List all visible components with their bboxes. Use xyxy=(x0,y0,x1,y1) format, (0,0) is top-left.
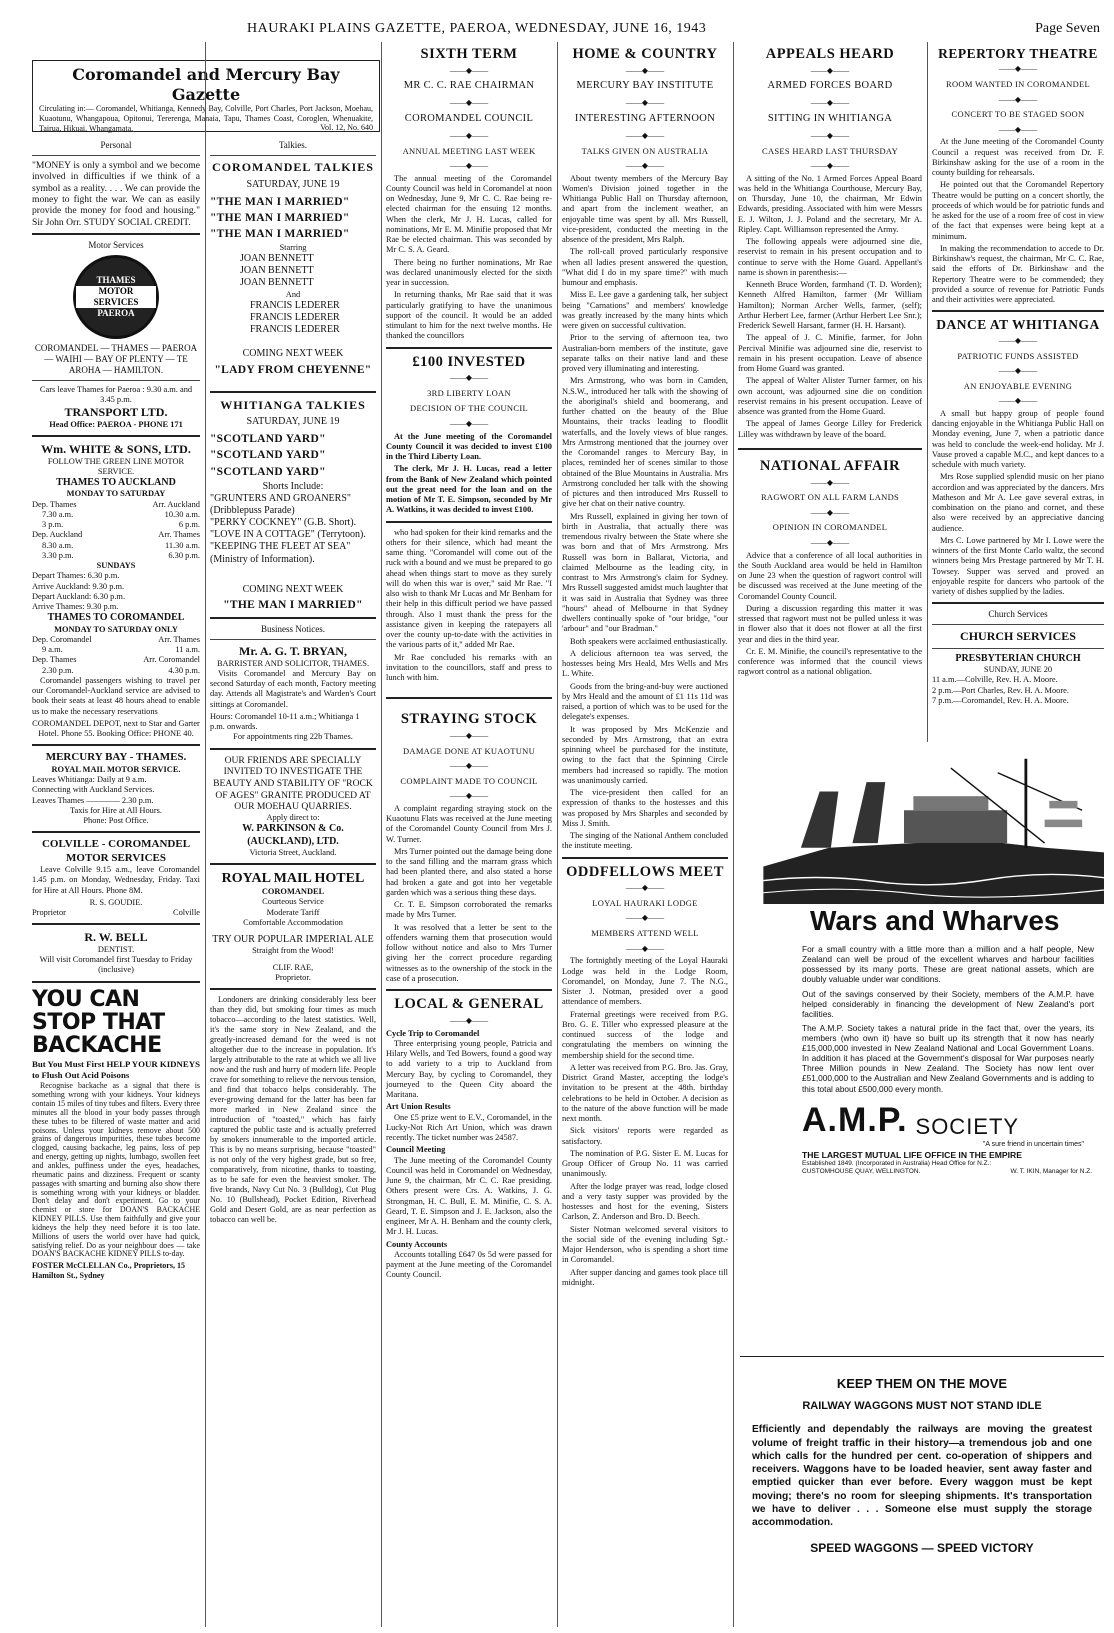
subhead: MEMBERS ATTEND WELL xyxy=(591,928,699,939)
ornament xyxy=(562,161,728,171)
subhead: MERCURY BAY INSTITUTE xyxy=(576,80,714,92)
paragraph: A small but happy group of people found dancing enjoyable in the Whitianga Public Hall on Monday evening, June 7, when a patriotic dance was held to conclude the week-end holiday. Mr J. Vause proved a capable M.C., and kept dances to a schedule with much variety. xyxy=(932,408,1104,470)
coro-talkies: COROMANDEL TALKIES xyxy=(212,159,374,174)
depot: COROMANDEL DEPOT, next to Star and Garter Hotel. Phone 55. Booking Office: PHONE 40. xyxy=(32,718,200,739)
film-title: "THE MAN I MARRIED" xyxy=(210,227,350,240)
straight-wood: Straight from the Wood! xyxy=(252,946,334,956)
mon-sat-only: MONDAY TO SATURDAY ONLY xyxy=(54,624,178,634)
subhead: COMPLAINT MADE TO COUNCIL xyxy=(400,775,538,786)
paragraph: Cr. T. E. Simpson corroborated the remarks made by Mrs Turner. xyxy=(386,900,552,920)
amp-body xyxy=(740,944,1104,1094)
paragraph: The June meeting of the Coromandel County Council was held in Coromandel on Wednesday, June 9, the chairman, Mr C. C. Rae presiding. Others present were Crs. A. Watkins, J. G. Strongman, H. C. Bull, E. M. Minifie, C. S. A. Geard, T. E. Simpson and J. E. Jackson, also the engineer, Mr A. H. Benham and the county clerk, Mr J. H. Lucas. xyxy=(386,1155,552,1237)
gazette-circulation: Circulating in:— Coromandel, Whitianga, Kennedy Bay, Colville, Port Charles, Port Jackson, Moehau, Kuaotunu, Whangapoua, Opitonui, Tererenga, Manaia, Tapu, Thames Coast, Coroglen, Whenuakite, Tairua, Hikuai, Whangamata. xyxy=(39,104,373,133)
subhead: DECISION OF THE COUNCIL xyxy=(410,403,528,414)
star-name: JOAN BENNETT xyxy=(240,253,314,265)
coming-next: COMING NEXT WEEK xyxy=(242,348,344,360)
paragraph: Goods from the bring-and-buy were auctioned by Mrs Heald and the amount of £1 11s 11d was raised, a portion of which was to be used for the delegate's expenses. xyxy=(562,681,728,722)
gazette-banner xyxy=(32,60,380,132)
timetable-2 xyxy=(32,635,200,676)
hotel-line: Moderate Tariff xyxy=(266,907,320,917)
star-name: FRANCIS LEDERER xyxy=(250,312,340,324)
tt-cell: Dep. Coromandel xyxy=(32,634,92,644)
ornament xyxy=(386,66,552,76)
subhead: COROMANDEL COUNCIL xyxy=(404,112,534,124)
paragraph: Prior to the serving of afternoon tea, two Australian-born members of the institute, gave separate talks on their native land and these proved very illuminating and interesting. xyxy=(562,333,728,374)
paragraph: Cr. E. M. Minifie, the council's representative to the conference was informed that the council views ragwort control as a national obligation. xyxy=(738,646,922,677)
paragraph: The appeal of Walter Alister Turner farmer, on his own account, was adjourned sine die on condition reservist remains in his present occupation. Leave of absence was granted from the Home Guard. xyxy=(738,376,922,417)
running-header xyxy=(32,18,1104,40)
ornament xyxy=(738,161,922,171)
granite-ad: OUR FRIENDS ARE SPECIALLY INVITED TO INVESTIGATE THE BEAUTY AND STABILITY OF "ROCK OF AGES" GRANITE PRODUCED AT OUR MOEHAU QUARRIES. xyxy=(213,754,373,813)
tt-cell: 3.30 p.m. xyxy=(42,550,74,560)
talkies-label: Talkies. xyxy=(278,140,308,150)
ornament xyxy=(386,131,552,141)
mb-line: Leaves Whitianga: Daily at 9 a.m. xyxy=(32,775,147,784)
subhead: CONCERT TO BE STAGED SOON xyxy=(951,109,1085,120)
film-title: "SCOTLAND YARD" xyxy=(210,449,326,462)
bell-text: Will visit Coromandel first Tuesday to Friday (inclusive) xyxy=(39,955,193,975)
ornament xyxy=(738,98,922,108)
ornament xyxy=(932,125,1104,135)
white-sons: Wm. WHITE & SONS, LTD. xyxy=(41,442,191,457)
paragraph: The roll-call proved particularly responsive when all ladies present answered the question, "What did I do in my spare time?" with much humour and emphasis. xyxy=(562,247,728,288)
amp-est: Established 1849. (Incorporated in Australia) Head Office for N.Z.: xyxy=(802,1160,992,1168)
tt-cell: Dep. Auckland xyxy=(32,530,83,540)
coro-date: SATURDAY, JUNE 19 xyxy=(246,178,340,190)
paragraph: Sister Notman welcomed several visitors to the social side of the evening including Sgt.-Major Henderson, who is spending a short time in Coromandel. xyxy=(562,1224,728,1265)
tt-cell: 3 p.m. xyxy=(42,520,64,530)
apply-direct: Apply direct to: xyxy=(266,813,320,823)
shorts-label: Shorts Include: xyxy=(262,480,324,492)
logo-line: PAEROA xyxy=(97,307,135,318)
star-name: FRANCIS LEDERER xyxy=(250,324,340,336)
paragraph: Sick visitors' reports were regarded as satisfactory. xyxy=(562,1126,728,1146)
paragraph: After the lodge prayer was read, lodge closed and a very tasty supper was provided by the hostesses and host for the evening, Sisters Carlson, Z. Anderson and Bro. D. Beech. xyxy=(562,1181,728,1222)
page-number: Page Seven xyxy=(1035,21,1100,36)
amp-society: SOCIETY xyxy=(915,1114,1020,1140)
paragraph: The clerk, Mr J. H. Lucas, read a letter from the Bank of New Zealand which pointed out the great need for the loan and on the motion of Mr T. E. Simpson, seconded by Mr A. Watkins, it was decided to invest £100. xyxy=(386,464,552,515)
paragraph: In making the recommendation to accede to Dr. Birkinshaw's request, the chairman, Mr C. C. Rae, said the efforts of Dr. Birkinshaw and the Repertory Theatre were to be commended; they provided a source of revenue for Patriotic Funds and their activities were appreciated. xyxy=(932,243,1104,305)
film-title: "THE MAN I MARRIED" xyxy=(210,195,350,208)
subhead: MR C. C. RAE CHAIRMAN xyxy=(403,80,535,92)
paragraph: In returning thanks, Mr Rae said that it was particularly gratifying to have the unanimous support of the council. It would be an added stimulant to him for the next twelve months. He thanked the councillors xyxy=(386,290,552,341)
head-office: Head Office: PAEROA - PHONE 171 xyxy=(49,419,183,429)
service-line: 2 p.m.—Port Charles, Rev. H. A. Moore. xyxy=(932,685,1069,695)
headline: ODDFELLOWS MEET xyxy=(566,863,724,880)
paragraph: Accounts totalling £647 0s 5d were passed for payment at the June meeting of the Coromandel County Council. xyxy=(386,1249,552,1280)
subhead: ARMED FORCES BOARD xyxy=(767,80,893,92)
goudie: R. S. GOUDIE. xyxy=(89,897,143,907)
tt-cell: 7.30 a.m. xyxy=(42,509,74,519)
mb-line: Leaves Thames ———— 2.30 p.m. xyxy=(32,795,154,805)
headline: STRAYING STOCK xyxy=(400,711,538,728)
paragraph: Advice that a conference of all local authorities in the South Auckland area would be held in Hamilton on June 23 when the question of ragwort control will be discussed was received at the June meeting of the Coromandel County Council. xyxy=(738,550,922,601)
mb-line: Phone: Post Office. xyxy=(83,816,149,825)
paragraph: One £5 prize went to E.V., Coromandel, in the Lucky-Not Rich Art Union, which was drawn recently. The ticket number was 24587. xyxy=(386,1112,552,1143)
subhead: SITTING IN WHITIANGA xyxy=(767,112,893,124)
column-5 xyxy=(738,42,922,742)
sundays: SUNDAYS xyxy=(96,561,136,571)
royal-mail-service: ROYAL MAIL MOTOR SERVICE. xyxy=(51,764,181,774)
route: COROMANDEL — THAMES — PAEROA — WAIHI — BAY OF PLENTY — TE AROHA — HAMILTON. xyxy=(34,342,198,375)
backache-text: Recognise backache as a signal that there is something wrong with your kidneys. Your kidneys contain 15 miles of tiny tubes and filters. Every three minutes all the blood in your body passes through these tubes to be filtered of waste matter and acid poisons. Unless your kidneys remove about 500 grains of dangerous impurities, these tubes become clogged, causing backache, leg pains, loss of pep and energy, getting up nights, lumbago, swollen feet and ankles, puffiness under the eyes, headaches, rheumatic pains and dizziness. Frequent or scanty passages with smarting and burning also show there is something wrong with your kidneys or bladder. Don't delay and don't experiment. Go to your chemist or store for DOAN'S BACKACHE KIDNEY PILLS. Use them faithfully and give your kidneys the help they need before it is too late. Millions of users the world over have had quick, satisfying relief. Do as your neighbour does — take DOAN'S BACKACHE KIDNEY PILLS to-day. xyxy=(32,1081,200,1259)
hotel-name: ROYAL MAIL HOTEL xyxy=(221,871,365,887)
film-title: "THE MAN I MARRIED" xyxy=(210,211,350,224)
backache-sub: But You Must First HELP YOUR KIDNEYS to Flush Out Acid Poisons xyxy=(32,1058,200,1080)
headline: NATIONAL AFFAIR xyxy=(759,457,901,474)
ornament xyxy=(738,478,922,488)
hotel-line: Courteous Service xyxy=(262,897,324,907)
paragraph: The appeal of James George Lilley for Frederick Lilley was withdrawn by leave of the board. xyxy=(738,419,922,439)
short-item: "LOVE IN A COTTAGE" (Terrytoon). xyxy=(210,529,366,541)
bryan-appt: For appointments ring 22b Thames. xyxy=(233,732,353,742)
headline: REPERTORY THEATRE xyxy=(938,46,1098,61)
paragraph: Both speakers were acclaimed enthusiastically. xyxy=(570,636,728,646)
star-name: FRANCIS LEDERER xyxy=(250,299,340,311)
paragraph: A complaint regarding straying stock on the Kuaotunu Flats was received at the June meeting of the Coromandel County Council from Mrs J. W. Turner. xyxy=(386,803,552,844)
tt-cell: Arr. Auckland xyxy=(152,499,200,509)
dentist-label: DENTIST. xyxy=(97,944,135,954)
paragraph: Mrs Turner pointed out the damage being done to the sand filling and the marram grass which had been planted there, and also stated a horse had broken a gate and got into her vegetable garden which was a serious thing these days. xyxy=(386,846,552,897)
subhead: OPINION IN COROMANDEL xyxy=(772,522,888,533)
paragraph: It was resolved that a letter be sent to the offenders warning them that prosecution would follow without notice and also to Mrs Turner giving her the correct procedure regarding witnesses as to the ownership of the stock in the case of a prosecution. xyxy=(386,922,552,983)
tt-cell: 11.30 a.m. xyxy=(164,540,200,550)
starring: Starring xyxy=(279,242,307,252)
paragraph: Three enterprising young people, Patricia and Hilary Wells, and Ted Bowers, found a good way to add variety to a trip to Auckland from Mercury Bay, by cycling to Coromandel, they journeyed to the Queen City aboard the Maritana. xyxy=(386,1038,552,1100)
bryan-hours: Hours: Coromandel 10-11 a.m.; Whitianga 1 p.m. onwards. xyxy=(210,711,360,732)
tobacco-text: Londoners are drinking considerably less beer than they did, but smoking four times as much tobacco—according to the latest statistics. Well, it's the same story in New Zealand, and the greatly-increased demand for the weed is not altogether due to the increase in population. It's largely attributable to the rate at which we all live now and the rush and hurry of modern life. People crave for something to relieve the nervous tension, and find that tobacco helps considerably. The ever-growing demand for the latter has been far more marked in New Zealand since the introduction of "toasted," which has fairly captured the public taste and is actually preferred by smokers innumerable to the imported article. This is by no means surprising, because "toasted" is not only of the very highest grade, but so free, comparatively, from nicotine, thanks to toasting, as to be safe for even the heaviest smoker. The five brands, Navy Cut No. 3 (Bulldog), Cut Plug No. 10 (Bullshead), Pocket Edition, Riverhead Gold and Desert Gold, are as near perfection as tobacco can well be. xyxy=(210,995,376,1225)
ornament xyxy=(562,883,728,893)
short-item: "PERKY COCKNEY" (G.B. Short). xyxy=(210,517,357,529)
amp-paragraph: For a small country with a little more than a million and a half people, New Zealand can well be proud of the excellent wharves and harbour facilities possessed by its many ports. These are great national assets, which are doubly valuable under war conditions. xyxy=(802,944,1094,985)
film-next: "THE MAN I MARRIED" xyxy=(223,599,363,612)
paragraph: Miss E. Lee gave a gardening talk, her subject being "Carnations" and members' knowledge was greatly increased by the many hints which were given on successful cultivation. xyxy=(562,290,728,331)
subhead: LOYAL HAURAKI LODGE xyxy=(592,898,698,909)
subhead: ANNUAL MEETING LAST WEEK xyxy=(402,145,536,156)
church-services-title: CHURCH SERVICES xyxy=(960,629,1076,644)
column-2 xyxy=(210,136,376,1627)
subhead: 3RD LIBERTY LOAN xyxy=(427,388,511,399)
ornament xyxy=(738,538,922,548)
paragraph: At the June meeting of the Coromandel County Council it was decided to invest £100 in the Third Liberty Loan. xyxy=(386,431,552,462)
rail-slogan: SPEED WAGGONS — SPEED VICTORY xyxy=(810,1541,1034,1556)
paragraph: After supper dancing and games took place till midnight. xyxy=(562,1267,728,1287)
paragraph: At the June meeting of the Coromandel County Council a request was received from Dr. F. Birkinshaw asking for the use of a room in the county building for rehearsals. xyxy=(932,137,1104,178)
ornament xyxy=(386,98,552,108)
column-4 xyxy=(562,42,728,1627)
railway-advertisement xyxy=(752,1376,1092,1626)
headline: £100 INVESTED xyxy=(412,353,526,370)
bryan-title: BARRISTER AND SOLICITOR, THAMES. xyxy=(216,658,370,668)
tt-cell: 6 p.m. xyxy=(178,520,200,530)
imperial-ale: TRY OUR POPULAR IMPERIAL ALE xyxy=(212,934,374,946)
bryan-name: Mr. A. G. T. BRYAN, xyxy=(239,644,347,658)
paragraph: He pointed out that the Coromandel Repertory Theatre would be putting on a concert shortly, the proceeds of which would be for patriotic funds and he asked for the use of a room free of cost in view of the fact that expenses were being kept at a minimum. xyxy=(932,180,1104,241)
business-label: Business Notices. xyxy=(261,624,325,635)
ornament xyxy=(738,131,922,141)
tt-cell: 9 a.m. xyxy=(42,645,63,655)
paragraph: The singing of the National Anthem concluded the institute meeting. xyxy=(562,831,728,851)
whit-talkies: WHITIANGA TALKIES xyxy=(220,397,366,412)
masthead: HAURAKI PLAINS GAZETTE, PAEROA, WEDNESDAY, JUNE 16, 1943 xyxy=(247,21,707,36)
ornament xyxy=(932,95,1104,105)
coming-next: COMING NEXT WEEK xyxy=(242,583,344,595)
headline: HOME & COUNTRY xyxy=(572,46,718,62)
ornament xyxy=(386,419,552,429)
paragraph: The fortnightly meeting of the Loyal Hauraki Lodge was held in the Lodge Room, Coromandel, on Monday, June 7. The N.G., Sister J. Notman, presided over a good attendance of members. xyxy=(562,956,728,1007)
column-rule xyxy=(927,42,928,742)
ornament xyxy=(738,508,922,518)
amp-logo: A.M.P. xyxy=(802,1100,908,1139)
amp-address: CUSTOMHOUSE QUAY, WELLINGTON. xyxy=(802,1168,921,1176)
tt-cell: Arr. Thames xyxy=(158,634,200,644)
transport-ltd: TRANSPORT LTD. xyxy=(64,405,168,420)
subhead: INTERESTING AFTERNOON xyxy=(574,112,716,124)
tt-cell: 6.30 p.m. xyxy=(168,550,200,560)
paragraph: The annual meeting of the Coromandel County Council was held in Coromandel at noon on Wednesday, June 9, Mr C. C. Rae being re-elected chairman for the ensuing 12 months. When the clerk, Mr J. H. Lucas, called for nominations, Mr E. M. Minifie proposed that Mr Rae be elected chairman. This was seconded by Mr C. S. A. Geard. xyxy=(386,173,552,255)
logo-line: MOTOR SERVICES xyxy=(76,286,156,308)
rae-prop: Proprietor. xyxy=(275,972,311,982)
gazette-volume: Vol. 12, No. 640 xyxy=(320,123,373,133)
mon-sat: MONDAY TO SATURDAY xyxy=(66,489,166,499)
subhead: DAMAGE DONE AT KUAOTUNU xyxy=(402,745,536,756)
whit-date: SATURDAY, JUNE 19 xyxy=(246,416,340,428)
headline: SIXTH TERM xyxy=(420,46,518,62)
hotel-line: Comfortable Accommodation xyxy=(243,917,343,927)
subhead: PATRIOTIC FUNDS ASSISTED xyxy=(957,350,1079,361)
personal-label: Personal xyxy=(100,140,132,150)
hotel-place: COROMANDEL xyxy=(261,887,325,897)
column-rule xyxy=(733,42,734,1627)
paragraph: About twenty members of the Mercury Bay Women's Division joined together in the Whitianga Public Hall on Thursday afternoon, and apart from the inclement weather, an enjoyable time was spent by all. Mrs Russell, vice-president, conducted the meeting in the absence of the president, Mrs Ralph. xyxy=(562,173,728,245)
paragraph: During a discussion regarding this matter it was stressed that ragwort must not be pulled unless it was in flower also that it does not flower at all the first year and dies in the third year. xyxy=(738,603,922,644)
tt-cell: Dep. Thames xyxy=(32,655,77,665)
tt-cell: 11 a.m. xyxy=(175,645,200,655)
paragraph: A letter was received from P.G. Bro. Jas. Gray, District Grand Master, accepting the lodge's invitation to be present at the 48th. birthday celebrations to be held in October. A decision as to the nature of the above function will be made next month. xyxy=(562,1062,728,1124)
paragraph: Mrs Armstrong, who was born in Camden, N.S.W., introduced her talk with the showing of the aboriginal's shield and boomerang, and further chatted on the beauty of the Blue Mountains, their tracks leading to floodlit waterfalls, and the lovely views of blue ranges. Mrs Armstrong mentioned that the journey over the Coromandel ranges to Mercury Bay, in places, reminded her of scenes similar to those obtained of the Blue Mountains in Australia. Mrs Armstrong concluded her talk with the showing of pictures and then introduced Mrs Russell to give her chat on their native country. xyxy=(562,376,728,509)
coro-note: Coromandel passengers wishing to travel per our Coromandel-Auckland service are advised to book their seats at least 48 hours ahead to enable us to make the necessary reservations xyxy=(32,675,200,716)
ornament xyxy=(738,66,922,76)
tt-cell: 10.30 a.m. xyxy=(164,509,200,519)
paragraph: Mrs Rose supplied splendid music on her piano accordion and was appreciated by the dancers. Mrs Matheson and Mr A. Lee gave several extras, in combination on the piano and cornet, and these also were received by an appreciative dancing audience. xyxy=(932,472,1104,533)
money-quote: "MONEY is only a symbol and we become involved in difficulties if we think of a symbol as a reality. . . . We can provide the money to fight the war. We can as easily provide the money for food and housing." Sir John Orr. STUDY SOCIAL CREDIT. xyxy=(32,159,200,228)
paragraph: Fraternal greetings were received from P.G. Bro. G. E. Tiller who expressed pleasure at the continued success of the lodge and congratulating the members on winning the membership shield for the second time. xyxy=(562,1009,728,1060)
mb-line: Connecting with Auckland Services. xyxy=(32,785,155,795)
subhead: TALKS GIVEN ON AUSTRALIA xyxy=(581,145,709,156)
subhead: CASES HEARD LAST THURSDAY xyxy=(761,145,899,156)
local-subhead: Council Meeting xyxy=(386,1145,446,1155)
proprietor-place: Colville xyxy=(173,908,200,918)
thames-auckland: THAMES TO AUCKLAND xyxy=(56,477,176,489)
tt-cell: 8.30 a.m. xyxy=(42,540,74,550)
mercury-bay-service: MERCURY BAY - THAMES. xyxy=(45,751,187,764)
column-rule xyxy=(205,42,206,1627)
tt-cell: Dep. Thames xyxy=(32,499,77,509)
sun-line: Depart Thames: 6.30 p.m. xyxy=(32,571,120,581)
gazette-title: Coromandel and Mercury Bay Gazette xyxy=(72,65,340,104)
star-name: JOAN BENNETT xyxy=(240,265,314,277)
tt-cell: 2.30 p.m. xyxy=(42,665,74,675)
mb-line: Taxis for Hire at All Hours. xyxy=(70,805,162,815)
parkinson: W. PARKINSON & Co. (AUCKLAND), LTD. xyxy=(242,823,344,847)
bell-dentist: R. W. BELL xyxy=(84,930,148,945)
amp-headline: Wars and Wharves xyxy=(810,905,1060,936)
victoria-street: Victoria Street, Auckland. xyxy=(249,847,337,857)
ornament xyxy=(562,913,728,923)
column-6 xyxy=(932,42,1104,742)
short-item: "GRUNTERS AND GROANERS" (Dribblepuss Parade) xyxy=(210,492,351,516)
rail-subhead: RAILWAY WAGGONS MUST NOT STAND IDLE xyxy=(802,1399,1042,1412)
sun-line: Arrive Thames: 9.30 p.m. xyxy=(32,602,119,612)
paragraph: A delicious afternoon tea was served, the hostesses being Mrs Heald, Mrs Wells and Mrs L. White. xyxy=(562,648,728,679)
headline: APPEALS HEARD xyxy=(765,46,895,62)
tt-cell: Arr. Coromandel xyxy=(143,655,200,665)
amp-tagline: THE LARGEST MUTUAL LIFE OFFICE IN THE EMPIRE xyxy=(802,1149,1022,1160)
ornament xyxy=(386,161,552,171)
church-label: Church Services xyxy=(988,609,1048,620)
local-subhead: Art Union Results xyxy=(386,1102,451,1112)
star-name: JOAN BENNETT xyxy=(240,277,314,289)
ornament xyxy=(386,373,552,383)
amp-manager: W. T. IKIN, Manager for N.Z. xyxy=(1010,1168,1092,1176)
ornament xyxy=(932,366,1104,376)
ornament xyxy=(386,1016,552,1026)
tt-cell: Arr. Thames xyxy=(158,530,200,540)
headline: LOCAL & GENERAL xyxy=(394,996,544,1013)
presbyterian-church: PRESBYTERIAN CHURCH xyxy=(955,652,1081,664)
paragraph: The nomination of P.G. Sister E. M. Lucas for Group Officer of Group No. 11 was carried unanimously. xyxy=(562,1148,728,1179)
column-rule xyxy=(381,42,382,1627)
foster-mcclellan: FOSTER McCLELLAN Co., Proprietors, 15 Hamilton St., Sydney xyxy=(32,1261,185,1281)
divider xyxy=(740,1356,1104,1357)
column-rule xyxy=(557,42,558,1627)
timetable-1 xyxy=(32,500,200,562)
paragraph: The vice-president then called for an expression of thanks to the hostesses and this was proposed by Mrs Sharples and seconded by Miss J. Smith. xyxy=(562,788,728,828)
paragraph: There being no further nominations, Mr Rae was declared unanimously elected for the sixth year in succession. xyxy=(386,257,552,288)
ornament xyxy=(562,944,728,954)
film-title: "SCOTLAND YARD" xyxy=(210,433,326,446)
paragraph: A sitting of the No. 1 Armed Forces Appeal Board was held in the Whitianga Courthouse, Mercury Bay, on Thursday, June 10, the chairman, Mr Edwin Edwards, presiding. Associated with him were Messrs E. J. Wilton, J. J. Poland and the secretary, Mr A. Ripley. Capt. Williamson represented the Army. xyxy=(738,173,922,234)
ornament xyxy=(386,791,552,801)
paragraph: Mr Rae concluded his remarks with an invitation to the councillors, staff and press to lunch with him. xyxy=(386,652,552,683)
bryan-text: Visits Coromandel and Mercury Bay on second Saturday of each month, Factory meeting day. Attends all Magistrate's and Warden's Court sittings at Coromandel. xyxy=(210,668,376,709)
motor-label: Motor Services xyxy=(88,239,144,250)
paragraph: It was proposed by Mrs McKenzie and seconded by Mrs Armstrong, that an extra spinning wheel be purchased for the institute, owing to the fact that the Spinning Circle members had increased so rapidly. The motion was unanimously carried. xyxy=(562,724,728,785)
short-item: "KEEPING THE FLEET AT SEA" (Ministry of Information). xyxy=(210,541,351,565)
subhead: RAGWORT ON ALL FARM LANDS xyxy=(760,492,900,503)
rail-body: Efficiently and dependably the railways are moving the greatest volume of freight traffic in their history—a tremendous job and one which calls for the hundred per cent. co-operation of shippers and receivers. Waggons have to be loaded heavier, sent away faster and emptied quicker than ever before. Every waggon must be kept moving; there's no room for sleeping shipments. It's transportation we have to deliver . . . Someone else must supply the storage accommodation. xyxy=(752,1424,1092,1529)
local-subhead: County Accounts xyxy=(386,1239,448,1249)
backache-headline: YOU CAN STOP THAT BACKACHE xyxy=(32,986,165,1058)
paragraph: Mrs C. Lowe partnered by Mr I. Lowe were the winners of the first Monte Carlo waltz, the second winners being Mrs Prestage partnered by Mr T. H. Towsey. Supper was served and proved an enjoyable respite for dancers who partook of the variety of dishes supplied by the ladies. xyxy=(932,535,1104,597)
ornament xyxy=(932,396,1104,406)
thames-motor-logo xyxy=(73,255,159,339)
column-1 xyxy=(32,136,200,1627)
film-next: "LADY FROM CHEYENNE" xyxy=(214,363,372,376)
thames-coro: THAMES TO COROMANDEL xyxy=(47,612,185,624)
amp-logo-row xyxy=(802,1100,1104,1141)
colville-service: COLVILLE - COROMANDEL MOTOR SERVICES xyxy=(41,838,191,864)
ornament xyxy=(386,731,552,741)
and-label: And xyxy=(285,289,301,299)
proprietor-label: Proprietor xyxy=(32,908,66,918)
ornament xyxy=(386,761,552,771)
sunday-date: SUNDAY, JUNE 20 xyxy=(983,665,1053,675)
headline: DANCE AT WHITIANGA xyxy=(936,317,1100,333)
ornament xyxy=(562,66,728,76)
amp-motto: "A sure friend in uncertain times" xyxy=(982,1141,1084,1149)
green-line: FOLLOW THE GREEN LINE MOTOR SERVICE. xyxy=(47,456,185,476)
column-3 xyxy=(386,42,552,1627)
ornament xyxy=(562,98,728,108)
service-line: 7 p.m.—Coromandel, Rev. H. A. Moore. xyxy=(932,695,1069,705)
rail-headline: KEEP THEM ON THE MOVE xyxy=(836,1376,1008,1391)
colville-text: Leave Colville 9.15 a.m., leave Coromandel 1.45 p.m. on Monday, Wednesday, Friday. Taxi for Hire at All Hours. Phone 8M. xyxy=(32,865,200,895)
ship-illustration xyxy=(740,754,1104,904)
amp-advertisement xyxy=(740,748,1104,1348)
paragraph: Mrs Russell, explained in giving her town of birth in Australia, that actually there was tremendous rivalry between the State where she was born and that of Mrs Armstrong. Mrs Russell was born in Ballarat, Victoria, and claimed Melbourne as the leading city, in contrast to Mrs Armstrong's claim for Sydney. Mrs Russell suggested amidst much laughter that it was said in Australia that Sydney was three "hours" ahead of Melbourne in that Sydney dwellers continually spoke of "our bridge, "our 'arbour" and "our Bradman." xyxy=(562,511,728,634)
rae-name: CLIF. RAE, xyxy=(272,962,314,972)
ornament xyxy=(932,336,1104,346)
cars-leave: Cars leave Thames for Paeroa : 9.30 a.m. and 3.45 p.m. xyxy=(39,384,193,404)
amp-paragraph: Out of the savings conserved by their Society, members of the A.M.P. have helped considerably in financing the development of New Zealand's port facilities. xyxy=(802,988,1094,1019)
paragraph: Kenneth Bruce Worden, farmhand (T. D. Worden); Kenneth Alfred Hamilton, farmer (Mr William Hamilton); Norman Archer Wells, farmer, (self); Arthur Herbert Lee, farmer (Arthur Herbert Lee Snr.); Frederick Sewell Harsant, farmer (H. H. Harsant). xyxy=(738,280,922,331)
paragraph: who had spoken for their kind remarks and the others for their silence, which had meant the same thing. "Coromandel will come out of the ruck with a bound and we must be prepared to go ahead when things start to move as they surely will do when this war is over," said Mr Rae. "I also wish to thank Mr Lucas and Mr Benham for their help in this difficult period we have passed through. Also I must thank the press for the assistance given in keeping the ratepayers all over the county up-to-date with the activities in the various parts of it," added Mr Rae. xyxy=(386,527,552,650)
subhead: AN ENJOYABLE EVENING xyxy=(963,380,1073,391)
sun-line: Arrive Auckland: 9.30 p.m. xyxy=(32,581,125,591)
ornament xyxy=(932,64,1104,74)
service-line: 11 a.m.—Colville, Rev. H. A. Moore. xyxy=(932,675,1058,685)
tt-cell: 4.30 p.m. xyxy=(168,665,200,675)
film-title: "SCOTLAND YARD" xyxy=(210,465,326,478)
sun-line: Depart Auckland: 6.30 p.m. xyxy=(32,591,126,601)
paragraph: The following appeals were adjourned sine die, reservist to remain in his present occupation and to continue to serve with the Home Guard. Appellant's name is shown in parenthesis:— xyxy=(738,237,922,277)
ornament xyxy=(562,131,728,141)
local-subhead: Cycle Trip to Coromandel xyxy=(386,1028,480,1038)
paragraph: The appeal of J. C. Minifie, farmer, for John Percival Minifie was adjourned sine die, reservist to remain in his present occupation. Leave of absence from Home Guard was granted. xyxy=(738,333,922,374)
subhead: ROOM WANTED IN COROMANDEL xyxy=(945,79,1091,90)
logo-line: THAMES xyxy=(96,274,136,285)
amp-paragraph: The A.M.P. Society takes a natural pride in the fact that, over the years, its members (who own it) have so built up its strength that it now has nearly £15,000,000 invested in New Zealand National and Local Government Loans. In addition it has placed at the Government's disposal for War purposes nearly Three Million pounds in New Zealand. The Society has now lent over £51,000,000 to the Australian and New Zealand Governments and is adding to this total about £500,000 every month. xyxy=(802,1022,1094,1094)
